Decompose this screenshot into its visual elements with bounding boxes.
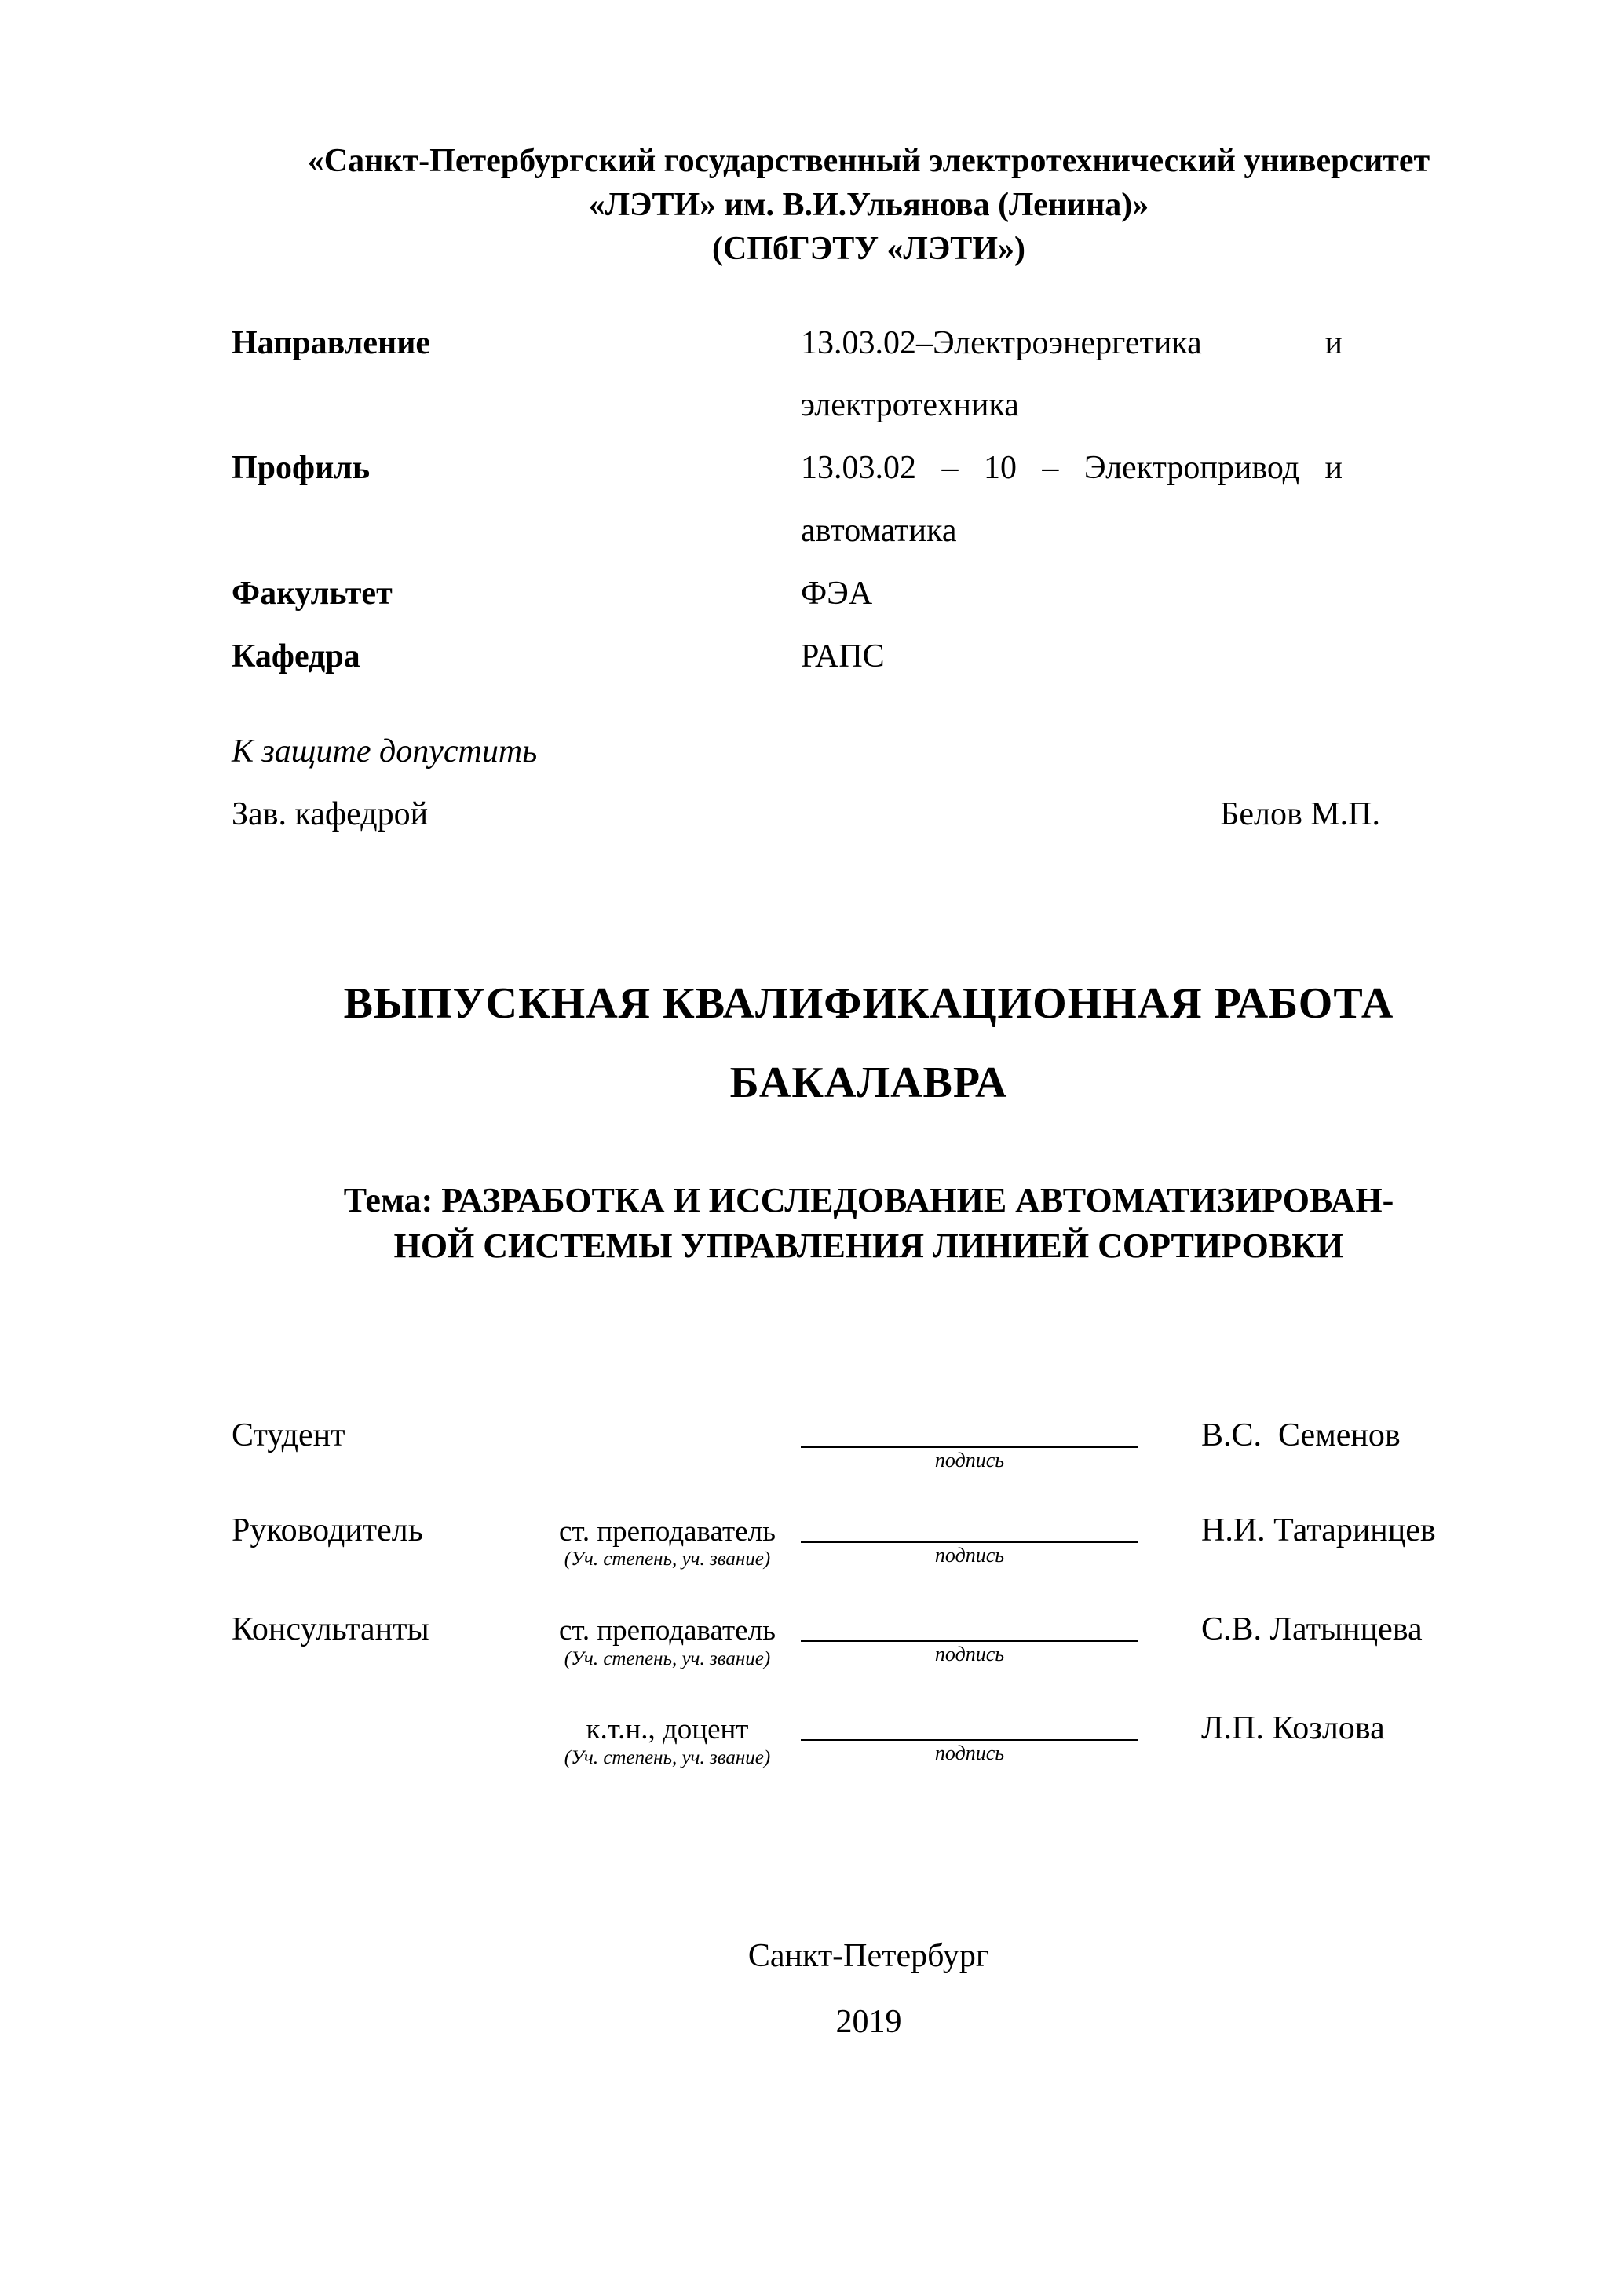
consultants-label: Консультанты [232,1611,429,1648]
signature-row-consultant-2 [232,1700,1506,1769]
signature-line [801,1502,1138,1543]
consultant2-empty-label [232,1700,534,1769]
thesis-theme [232,1178,1506,1269]
supervisor-signature-area [801,1502,1138,1571]
page-footer [232,1923,1506,2055]
signature-caption: подпись [934,1543,1005,1567]
consultant1-role-text: ст. преподаватель [559,1614,776,1647]
university-abbreviation: (СПбГЭТУ «ЛЭТИ») [712,230,1025,267]
supervisor-label: Руководитель [232,1512,423,1548]
department-head-name: Белов М.П. [1220,796,1380,833]
student-role [534,1407,801,1472]
consultant2-role-text: к.т.н., доцент [586,1713,749,1746]
thesis-theme-line2: НОЙ СИСТЕМЫ УПРАВЛЕНИЯ ЛИНИЕЙ СОРТИРОВКИ [393,1226,1344,1265]
consultant2-name: Л.П. Козлова [1201,1710,1385,1747]
supervisor-role [534,1502,801,1571]
consultant1-signature-area [801,1601,1138,1670]
consultant2-degree-caption: (Уч. степень, уч. звание) [564,1747,771,1769]
signature-row-student [232,1407,1506,1472]
signature-line [801,1407,1138,1448]
consultant2-signature-area [801,1700,1138,1769]
profile-value: 13.03.02 – 10 – Электропривод и автоматика [801,450,1343,549]
faculty-label: Факультет [232,575,393,612]
department-label: Кафедра [232,638,360,675]
profile-label: Профиль [232,450,371,487]
consultant1-role [534,1601,801,1670]
program-row-profile [232,437,1506,563]
signature-row-consultant-1 [232,1601,1506,1670]
faculty-value: ФЭА [801,575,873,612]
department-value: РАПС [801,638,885,675]
supervisor-role-text: ст. преподаватель [559,1515,776,1548]
consultant1-degree-caption: (Уч. степень, уч. звание) [564,1647,771,1669]
university-header [232,140,1506,272]
program-info [232,313,1506,689]
student-label: Студент [232,1417,345,1453]
university-name-line1: «Санкт-Петербургский государственный электротехнический университет [307,143,1430,179]
student-signature-area [801,1407,1138,1472]
year-line: 2019 [835,2003,902,2040]
signature-row-supervisor [232,1502,1506,1571]
supervisor-name: Н.И. Татаринцев [1201,1512,1436,1548]
student-name: В.С. Семенов [1201,1417,1401,1453]
program-row-faculty [232,563,1506,626]
direction-value: 13.03.02–Электроэнергетика и электротехника [801,324,1343,424]
consultant2-role [534,1700,801,1769]
direction-label: Направление [232,324,431,361]
city-line: Санкт-Петербург [747,1937,990,1974]
permit-to-defense-line: К защите допустить [232,733,538,770]
signature-caption: подпись [934,1448,1005,1472]
thesis-main-title [232,964,1506,1123]
signature-line [801,1700,1138,1741]
consultant1-name: С.В. Латынцева [1201,1611,1423,1648]
thesis-theme-line1: Тема: РАЗРАБОТКА И ИССЛЕДОВАНИЕ АВТОМАТИЗИРОВАН- [343,1180,1394,1219]
signatures-block [232,1407,1506,1770]
university-name-line2: «ЛЭТИ» им. В.И.Ульянова (Ленина)» [588,186,1149,223]
supervisor-degree-caption: (Уч. степень, уч. звание) [564,1548,771,1570]
program-row-department [232,626,1506,689]
program-row-direction [232,313,1506,438]
department-head-row [232,784,1506,846]
approval-block [232,721,1506,846]
thesis-title-line2: БАКАЛАВРА [729,1058,1008,1107]
signature-line [801,1601,1138,1642]
signature-caption: подпись [934,1643,1005,1666]
department-head-label: Зав. кафедрой [232,796,429,833]
signature-caption: подпись [934,1742,1005,1765]
thesis-title-line1: ВЫПУСКНАЯ КВАЛИФИКАЦИОННАЯ РАБОТА [343,978,1394,1028]
